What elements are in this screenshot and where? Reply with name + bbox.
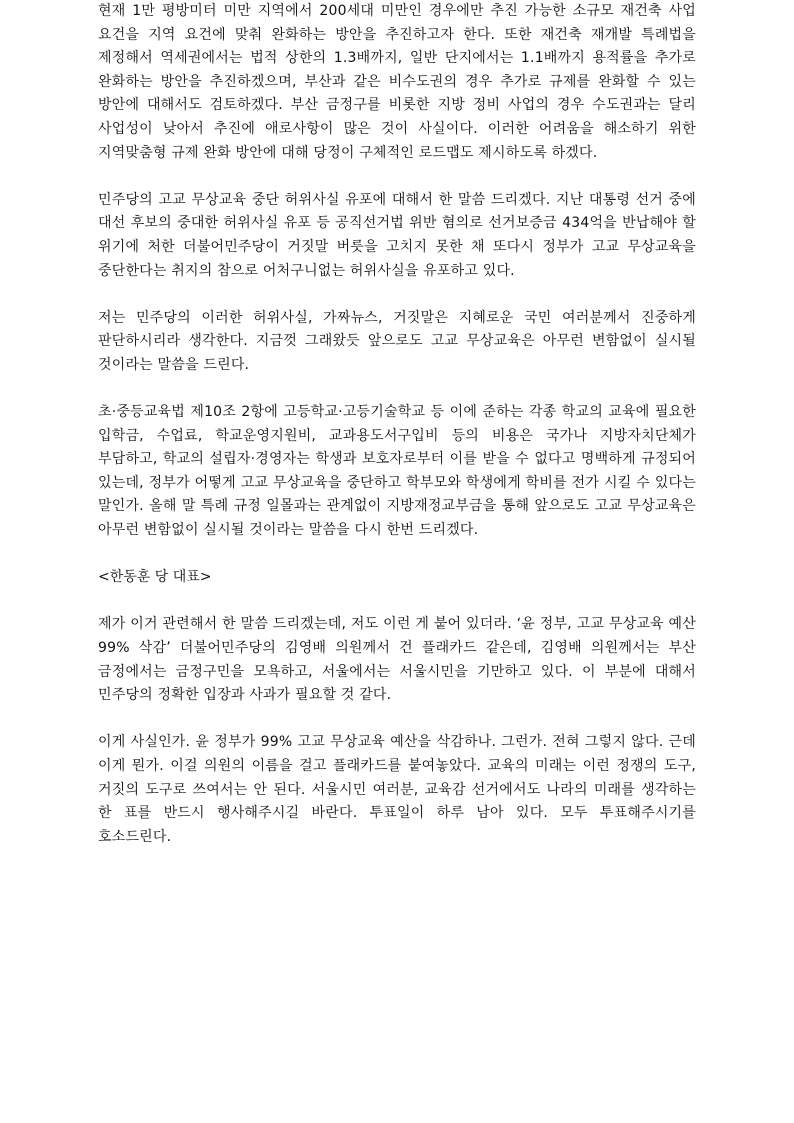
paragraph-gap [98, 590, 696, 614]
paragraph-gap [98, 165, 696, 189]
paragraph-gap [98, 708, 696, 732]
paragraph-gap [98, 543, 696, 567]
paragraph-redevelopment: 현재 1만 평방미터 미만 지역에서 200세대 미만인 경우에만 추진 가능한 소규모 재건축 사업 요건을 지역 요건에 맞춰 완화하는 방안을 추진하고자 한다. 또한 재건축 재개발 특례법을 제정해서 역세권에서는 법적 상한의 1.3배까지, 일반 단지에서는 1.1배까지 용적률을 추가로 완화하는 방안을 추진하겠으며, 부산과 같은 비수도권의 경우 추가로 규제를 완화할 수 있는 방안에 대해서도 검토하겠다. 부산 금정구를 비롯한 지방 정비 사업의 경우 수도권과는 달리 사업성이 낮아서 추진에 애로사항이 많은 것이 사실이다. 이러한 어려움을 해소하기 위한 지역맞춤형 규제 완화 방안에 대해 당정이 구체적인 로드맵도 제시하도록 하겠다. [98, 3, 696, 161]
speaker-label: <한동훈 당 대표> [98, 569, 212, 586]
paragraph-placard: 제가 이거 관련해서 한 말씀 드리겠는데, 저도 이런 게 붙어 있더라. ‘윤 정부, 고교 무상교육 예산 99% 삭감’ 더불어민주당의 김영배 의원께서 건 플래카드 같은데, 김영배 의원께서는 부산 금정에서는 금정구민을 모욕하고, 서울에서는 서울시민을 기만하고 있다. 이 부분에 대해서 민주당의 정확한 입장과 사과가 필요할 것 같다. [98, 616, 696, 704]
document-body [98, 0, 696, 849]
paragraph-false-claims: 민주당의 고교 무상교육 중단 허위사실 유포에 대해서 한 말씀 드리겠다. 지난 대통령 선거 중에 대선 후보의 중대한 허위사실 유포 등 공직선거법 위반 혐의로 선거보증금 434억을 반납해야 할 위기에 처한 더불어민주당이 거짓말 버릇을 고치지 못한 채 또다시 정부가 고교 무상교육을 중단한다는 취지의 참으로 어처구니없는 허위사실을 유포하고 있다. [98, 191, 696, 279]
paragraph-education-law: 초·중등교육법 제10조 2항에 고등학교·고등기술학교 등 이에 준하는 각종 학교의 교육에 필요한 입학금, 수업료, 학교운영지원비, 교과용도서구입비 등의 비용은 국가나 지방자치단체가 부담하고, 학교의 설립자·경영자는 학생과 보호자로부터 이를 받을 수 없다고 명백하게 규정되어 있는데, 정부가 어떻게 고교 무상교육을 중단하고 학부모와 학생에게 학비를 전가 시킬 수 있다는 말인가. 올해 말 특례 규정 일몰과는 관계없이 지방재정교부금을 통해 앞으로도 고교 무상교육은 아무런 변함없이 실시될 것이라는 말씀을 다시 한번 드리겠다. [98, 404, 696, 539]
paragraph-fake-news: 저는 민주당의 이러한 허위사실, 가짜뉴스, 거짓말은 지혜로운 국민 여러분께서 진중하게 판단하시리라 생각한다. 지금껏 그래왔듯 앞으로도 고교 무상교육은 아무런 변함없이 실시될 것이라는 말씀을 드린다. [98, 309, 696, 373]
paragraph-gap [98, 378, 696, 402]
paragraph-gap [98, 283, 696, 307]
paragraph-closing: 이게 사실인가. 윤 정부가 99% 고교 무상교육 예산을 삭감하나. 그런가. 전혀 그렇지 않다. 근데 이게 뭔가. 이걸 의원의 이름을 걸고 플래카드를 붙여놓았다. 교육의 미래는 이런 정쟁의 도구, 거짓의 도구로 쓰여서는 안 된다. 서울시민 여러분, 교육감 선거에서도 나라의 미래를 생각하는 한 표를 반드시 행사해주시길 바란다. 투표일이 하루 남아 있다. 모두 투표해주시기를 호소드린다. [98, 734, 696, 845]
